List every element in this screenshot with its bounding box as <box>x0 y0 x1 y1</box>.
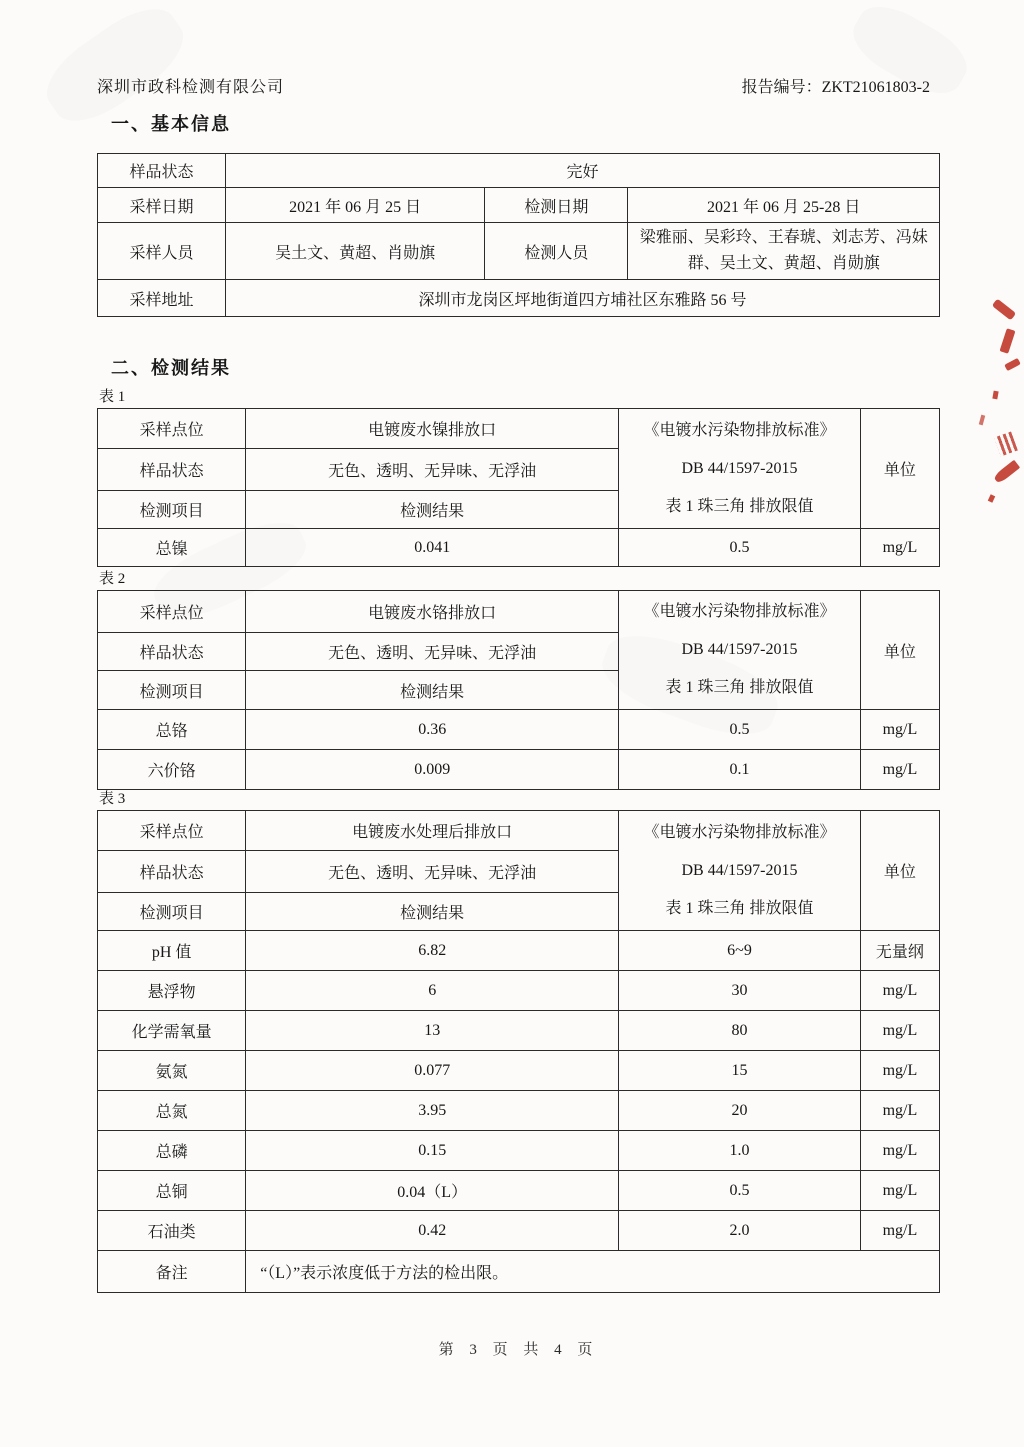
section-title-results: 二、检测结果 <box>111 358 231 378</box>
param-limit: 2.0 <box>619 1211 861 1251</box>
table-row <box>98 931 940 971</box>
sampling-date-label: 采样日期 <box>98 188 226 223</box>
row-value: 电镀废水铬排放口 <box>246 591 619 633</box>
param-result: 6.82 <box>246 931 619 971</box>
param-limit: 0.5 <box>619 710 861 750</box>
document-header <box>97 74 930 97</box>
row-label: 检测项目 <box>98 491 246 529</box>
sampling-staff-value: 吴土文、黄超、肖勋旗 <box>225 223 484 280</box>
param-limit: 1.0 <box>619 1131 861 1171</box>
test-staff-value: 梁雅丽、吴彩玲、王春琥、刘志芳、冯妹群、吴土文、黄超、肖勋旗 <box>628 223 940 280</box>
test-date-value: 2021 年 06 月 25-28 日 <box>628 188 940 223</box>
param-limit: 30 <box>619 971 861 1011</box>
table-row <box>98 1091 940 1131</box>
table1-caption: 表 1 <box>99 389 126 405</box>
param-unit: mg/L <box>860 971 939 1011</box>
param-limit: 0.5 <box>619 1171 861 1211</box>
sample-status-label: 样品状态 <box>98 154 226 188</box>
row-value: 检测结果 <box>246 893 619 931</box>
table-row <box>98 1011 940 1051</box>
standard-line: 表 1 珠三角 排放限值 <box>665 899 814 917</box>
table-row <box>98 710 940 750</box>
param-result: 0.041 <box>246 529 619 567</box>
table-row <box>98 1171 940 1211</box>
remark-label: 备注 <box>98 1251 246 1293</box>
standard-cell <box>619 409 861 529</box>
row-value: 无色、透明、无异味、无浮油 <box>246 851 619 893</box>
param-result: 0.009 <box>246 750 619 790</box>
row-value: 检测结果 <box>246 491 619 529</box>
address-value: 深圳市龙岗区坪地街道四方埔社区东雅路 56 号 <box>225 280 939 317</box>
row-label: 采样点位 <box>98 811 246 851</box>
param-unit: mg/L <box>860 750 939 790</box>
unit-header: 单位 <box>860 409 939 529</box>
standard-line: DB 44/1597-2015 <box>681 861 798 879</box>
remark-text: “（L）”表示浓度低于方法的检出限。 <box>246 1251 940 1293</box>
param-result: 0.36 <box>246 710 619 750</box>
table-row <box>98 1211 940 1251</box>
param-unit: mg/L <box>860 529 939 567</box>
row-label: 样品状态 <box>98 632 246 671</box>
row-label: 采样点位 <box>98 591 246 633</box>
param-unit: mg/L <box>860 1011 939 1051</box>
standard-cell <box>619 591 861 710</box>
row-label: 样品状态 <box>98 851 246 893</box>
result-table-1 <box>97 408 940 567</box>
standard-line: DB 44/1597-2015 <box>681 641 798 658</box>
param-unit: mg/L <box>860 1211 939 1251</box>
sampling-date-value: 2021 年 06 月 25 日 <box>225 188 484 223</box>
param-name: 化学需氧量 <box>98 1011 246 1051</box>
param-name: 氨氮 <box>98 1051 246 1091</box>
param-result: 0.42 <box>246 1211 619 1251</box>
param-result: 13 <box>246 1011 619 1051</box>
param-name: 六价铬 <box>98 750 246 790</box>
row-value: 无色、透明、无异味、无浮油 <box>246 632 619 671</box>
param-result: 0.04（L） <box>246 1171 619 1211</box>
standard-line: 表 1 珠三角 排放限值 <box>665 679 814 696</box>
test-date-label: 检测日期 <box>485 188 628 223</box>
param-name: 总铬 <box>98 710 246 750</box>
row-label: 样品状态 <box>98 449 246 491</box>
standard-line: DB 44/1597-2015 <box>681 459 798 477</box>
param-unit: 无量纲 <box>860 931 939 971</box>
company-name: 深圳市政科检测有限公司 <box>97 79 285 96</box>
table-row <box>98 529 940 567</box>
param-result: 6 <box>246 971 619 1011</box>
param-name: 总磷 <box>98 1131 246 1171</box>
row-label: 采样点位 <box>98 409 246 449</box>
param-limit: 6~9 <box>619 931 861 971</box>
param-limit: 15 <box>619 1051 861 1091</box>
param-unit: mg/L <box>860 1091 939 1131</box>
param-result: 0.077 <box>246 1051 619 1091</box>
table3-caption: 表 3 <box>99 791 126 807</box>
basic-info-table <box>97 153 940 317</box>
param-unit: mg/L <box>860 1171 939 1211</box>
result-table-3 <box>97 810 940 1293</box>
red-seal-fragment <box>974 295 1024 535</box>
row-label: 检测项目 <box>98 671 246 710</box>
param-unit: mg/L <box>860 710 939 750</box>
standard-line: 《电镀水污染物排放标准》 <box>643 823 836 841</box>
param-name: 石油类 <box>98 1211 246 1251</box>
row-value: 电镀废水镍排放口 <box>246 409 619 449</box>
param-name: 总镍 <box>98 529 246 567</box>
row-value: 检测结果 <box>246 671 619 710</box>
param-limit: 20 <box>619 1091 861 1131</box>
standard-cell <box>619 811 861 931</box>
page-number: 第 3 页 共 4 页 <box>438 1342 599 1358</box>
row-value: 无色、透明、无异味、无浮油 <box>246 449 619 491</box>
param-result: 3.95 <box>246 1091 619 1131</box>
row-label: 检测项目 <box>98 893 246 931</box>
param-name: 悬浮物 <box>98 971 246 1011</box>
param-unit: mg/L <box>860 1131 939 1171</box>
param-name: pH 值 <box>98 931 246 971</box>
table-row <box>98 1131 940 1171</box>
report-number: 报告编号：ZKT21061803-2 <box>741 79 930 96</box>
row-value: 电镀废水处理后排放口 <box>246 811 619 851</box>
standard-line: 表 1 珠三角 排放限值 <box>665 497 814 515</box>
param-name: 总铜 <box>98 1171 246 1211</box>
table-row <box>98 971 940 1011</box>
param-limit: 80 <box>619 1011 861 1051</box>
standard-line: 《电镀水污染物排放标准》 <box>643 421 836 439</box>
param-name: 总氮 <box>98 1091 246 1131</box>
address-label: 采样地址 <box>98 280 226 317</box>
param-limit: 0.5 <box>619 529 861 567</box>
unit-header: 单位 <box>860 811 939 931</box>
table-row <box>98 750 940 790</box>
table-row <box>98 1051 940 1091</box>
sampling-staff-label: 采样人员 <box>98 223 226 280</box>
section-title-basic-info: 一、基本信息 <box>111 114 231 134</box>
result-table-2 <box>97 590 940 790</box>
param-unit: mg/L <box>860 1051 939 1091</box>
param-limit: 0.1 <box>619 750 861 790</box>
param-result: 0.15 <box>246 1131 619 1171</box>
table2-caption: 表 2 <box>99 571 126 587</box>
test-staff-label: 检测人员 <box>485 223 628 280</box>
standard-line: 《电镀水污染物排放标准》 <box>643 603 836 620</box>
remark-row <box>98 1251 940 1293</box>
sample-status-value: 完好 <box>225 154 939 188</box>
unit-header: 单位 <box>860 591 939 710</box>
